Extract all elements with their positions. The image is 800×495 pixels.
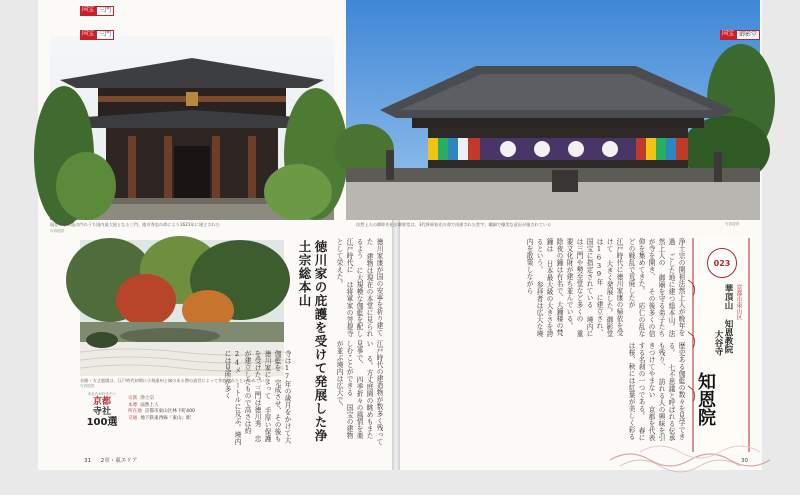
left-folio: [84, 456, 137, 464]
left-body-line: 四季折々の風情を楽しむことができる: [345, 340, 363, 440]
left-body-column-lower: [223, 350, 292, 446]
sanmon-caption: 現存する木造の門のうち国内最大級となる三門。徳川秀忠の命により1621年に建立された: [50, 222, 220, 227]
mieido-photo-tag: [720, 30, 760, 40]
left-headline: 徳川家の庇護を受けて発展した浄土宗総本山: [297, 240, 328, 443]
right-body-line: 参拝者は広大な境内を散策しながら: [525, 238, 543, 338]
left-body-line: 建物は現在の本堂に見られるよう: [355, 238, 373, 338]
series-title-top: 京都: [92, 397, 111, 407]
info-label: 宗派: [128, 396, 138, 401]
tag-grade: 国宝: [720, 30, 736, 40]
right-body-column-a: [628, 238, 686, 338]
mieido-photo: [346, 0, 760, 220]
left-body-line: る。方丈庭園の眺めもまた見事で、: [355, 340, 373, 440]
series-small: あなたが行きたい: [87, 392, 117, 396]
right-body-line: 訪れる人の興味を引きつけてやまない: [647, 342, 665, 442]
left-body-line: 徳川家康が国の安寧を祈り建てた: [365, 238, 383, 336]
folio-number: 31: [84, 458, 91, 464]
right-body-line: 七不思議と呼ばれる伝承も残り、: [657, 342, 675, 442]
info-label: 本尊: [128, 402, 138, 408]
right-body-line: 大きく発展した。御影堂は1639年: [595, 238, 613, 338]
series-logo: [82, 392, 122, 428]
garden-caption: 名勝・方丈庭園は、江戸時代初期に小堀遠州と縁のある僧の造営によって作庭されたといわれている: [80, 378, 269, 383]
right-body-line: 境内には三門や勢至堂など多くの: [575, 238, 593, 338]
sanmon-tag: 国宝 三門: [80, 6, 114, 16]
info-value: 浄土宗: [140, 396, 154, 401]
info-box: [128, 396, 208, 422]
left-body-column-upper: [335, 238, 384, 338]
folio-text: 2章・東エリア: [100, 458, 138, 464]
right-body-column-c: [504, 342, 686, 442]
temple-title-top: 華頂山 知恩教院: [723, 284, 733, 354]
left-body-line: に大規模な伽藍を配し江戸時代に: [345, 238, 363, 338]
left-page: [38, 0, 392, 470]
right-body-line: 京都を代表する名刹の一つである。: [637, 342, 655, 442]
right-body-line: 日本最大級の大きさを誇るという。: [535, 238, 553, 338]
series-title-bottom: 寺社: [92, 407, 111, 417]
right-body-line: 御廟を守る弟子たちが寺を開き、: [647, 238, 665, 338]
info-value: 地下鉄東西線「東山」駅: [140, 415, 191, 421]
left-body-line: 手厚い保護を受けた。三門は徳川秀: [253, 350, 271, 443]
right-body-line: 歴史ある伽藍の数々を見学できる。: [667, 342, 685, 440]
sanmon-photo: [50, 6, 334, 220]
info-label: 所在地: [128, 409, 142, 414]
right-body-line: 浄土宗の開祖法然上人が晩年を過: [667, 238, 685, 336]
tag-name: 御影堂: [736, 30, 760, 40]
info-value: 京都市東山区林下町400: [144, 409, 195, 414]
right-body-line: に建立され、国宝に指定されている: [585, 238, 603, 337]
temple-number: 023: [707, 248, 737, 278]
left-body-line: 国宝の建物が並ぶ境内は広大で、: [335, 340, 353, 440]
tag-name: 三門: [96, 30, 114, 40]
right-body-line: ごした地に建つ総本山。法然上人の: [657, 238, 675, 338]
sanmon-credit: 写真提供: [50, 229, 65, 233]
right-body-line: 重要文化財が建ち並んでいる。: [565, 238, 583, 338]
tag-grade: 国宝: [80, 30, 96, 40]
mieido-caption: 法然上人の御影を祀る御影堂は、3代将軍家光の命で再建された堂宇。繊細で優美な意匠が施されている: [356, 222, 552, 227]
temple-title-mid: 大谷寺: [713, 330, 723, 356]
right-body-line: 除夜の鐘は有名で、大鐘楼の梵鐘は: [545, 238, 563, 336]
right-body-line: 江戸時代に徳川家康の帰依を受けて: [605, 238, 623, 336]
info-row: [128, 416, 208, 423]
sanmon-gate-illustration: [50, 36, 334, 220]
book-spread: [38, 0, 762, 470]
garden-credit: 写真提供: [80, 384, 95, 388]
series-count: 100選: [86, 417, 118, 428]
wave-pattern: [610, 430, 760, 470]
mieido-hall-illustration: [346, 0, 760, 220]
sanmon-photo-tag: [80, 30, 114, 40]
temple-location: 京都市東山区: [735, 284, 742, 320]
title-block: [690, 236, 752, 454]
left-body-line: 忠が建立したもので高さは約24メ: [233, 350, 261, 443]
right-body-line: 応仁の乱などの戦乱で荒廃したが: [627, 238, 645, 338]
left-body-line: 江戸時代の建造物が数多く残ってい: [365, 340, 383, 445]
right-folio: 30: [741, 458, 748, 464]
mieido-credit: 写真提供: [725, 222, 740, 226]
left-body-line: ートルに及ぶ。境内には見所が多く: [223, 350, 241, 446]
right-body-line: その後多くの信仰を集めてきた。: [637, 238, 655, 338]
left-body-line: は将軍家の菩提寺として栄えた。: [335, 238, 353, 338]
left-body-line: 完成させ、その後も徳川家によって: [263, 350, 281, 443]
info-label: 交通: [128, 415, 138, 421]
temple-title-main: 知恩院: [695, 372, 716, 426]
right-body-line: 春には桜、秋には紅葉が美しく彩る: [627, 342, 645, 442]
left-body-line: 寺は17年の歳月をかけて大伽藍を: [273, 350, 291, 444]
right-body-column-b: [504, 238, 624, 338]
info-value: 法然上人: [140, 402, 159, 408]
left-body-column-side: [335, 340, 384, 446]
